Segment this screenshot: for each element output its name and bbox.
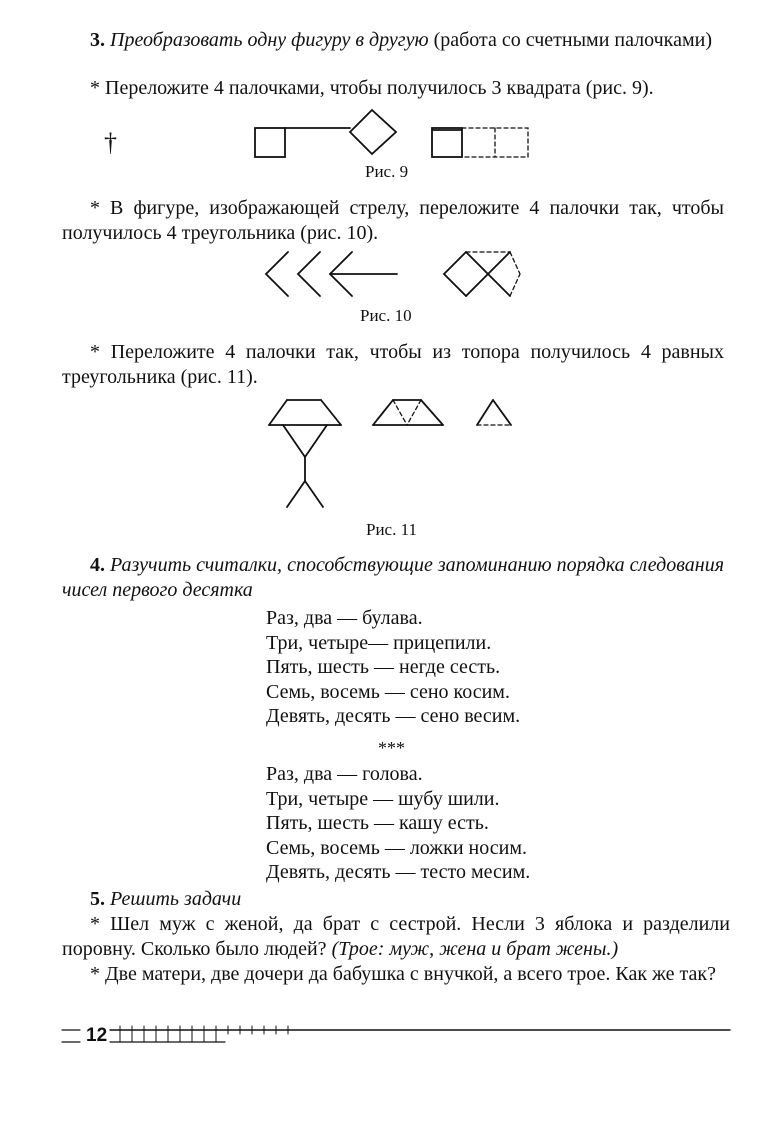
section-5-title: Решить задачи [110, 888, 242, 910]
handwritten-mark: † [104, 128, 117, 157]
section-4-title: Разучить считалки, способствующие запоминанию порядка следования чисел первого десятка [62, 554, 725, 601]
section-4-number: 4. [90, 554, 105, 576]
section-3-title: Преобразовать одну фигуру в другую [110, 29, 429, 51]
page-number: 12 [86, 1025, 108, 1046]
figure-11 [265, 395, 525, 515]
section-3-heading [62, 28, 724, 53]
fig10-result-left [444, 252, 466, 296]
poem1-line: Три, четыре— прицепили. [266, 631, 492, 654]
section-3-number: 3. [90, 29, 105, 51]
fig11-result-2 [477, 400, 493, 425]
fig10-arrow-head-2 [298, 252, 320, 296]
poem2-line: Пять, шесть — кашу есть. [266, 812, 489, 834]
figure-10 [262, 248, 532, 304]
section-5-number: 5. [90, 888, 105, 910]
poem1-line: Девять, десять — сено весим. [266, 705, 521, 727]
rhyme-separator: *** [378, 738, 405, 758]
counting-rhyme-1 [266, 606, 520, 729]
fig9-square-left [255, 128, 285, 157]
poem1-line: Раз, два — булава. [266, 607, 423, 629]
section-4-heading [62, 553, 724, 603]
figure-9 [250, 108, 540, 166]
fig9-square-right [432, 128, 462, 157]
section-5-heading [90, 887, 241, 912]
section-3-subtitle: (работа со счетными палочками) [428, 29, 712, 51]
fig9-diamond [350, 110, 396, 154]
fig10-arrow-head-1 [266, 252, 288, 296]
task-fig11-text: * Переложите 4 палочки так, чтобы из топора получилось 4 равных треугольника (рис. 11). [62, 341, 724, 388]
task-1-question: * Шел муж с женой, да брат с сестрой. Несли 3 яблока и разделили поровну. Сколько было людей? [62, 913, 730, 960]
poem2-line: Семь, восемь — ложки носим. [266, 836, 527, 859]
poem1-line: Пять, шесть — негде сесть. [266, 656, 501, 678]
task-1-answer: (Трое: муж, жена и брат жены.) [331, 938, 619, 960]
caption-fig9: Рис. 9 [365, 162, 409, 181]
poem1-line: Семь, восемь — сено косим. [266, 680, 510, 703]
task-fig10-text: * В фигуре, изображающей стрелу, переложите 4 палочки так, чтобы получилось 4 треугольника (рис. 10). [62, 197, 724, 244]
caption-fig10: Рис. 10 [360, 306, 412, 325]
caption-fig11: Рис. 11 [366, 520, 417, 539]
poem2-line: Раз, два — голова. [266, 763, 423, 785]
task-2-text: * Две матери, две дочери да бабушка с внучкой, а всего трое. Как же так? [90, 963, 716, 985]
task-fig9-text: * Переложите 4 палочками, чтобы получилось 3 квадрата (рис. 9). [90, 77, 654, 99]
counting-rhyme-2 [266, 762, 530, 885]
task-1-text [62, 912, 730, 962]
footer-rule [60, 1022, 740, 1052]
poem2-line: Три, четыре — шубу шили. [266, 787, 500, 810]
poem2-line: Девять, десять — тесто месим. [266, 861, 531, 883]
